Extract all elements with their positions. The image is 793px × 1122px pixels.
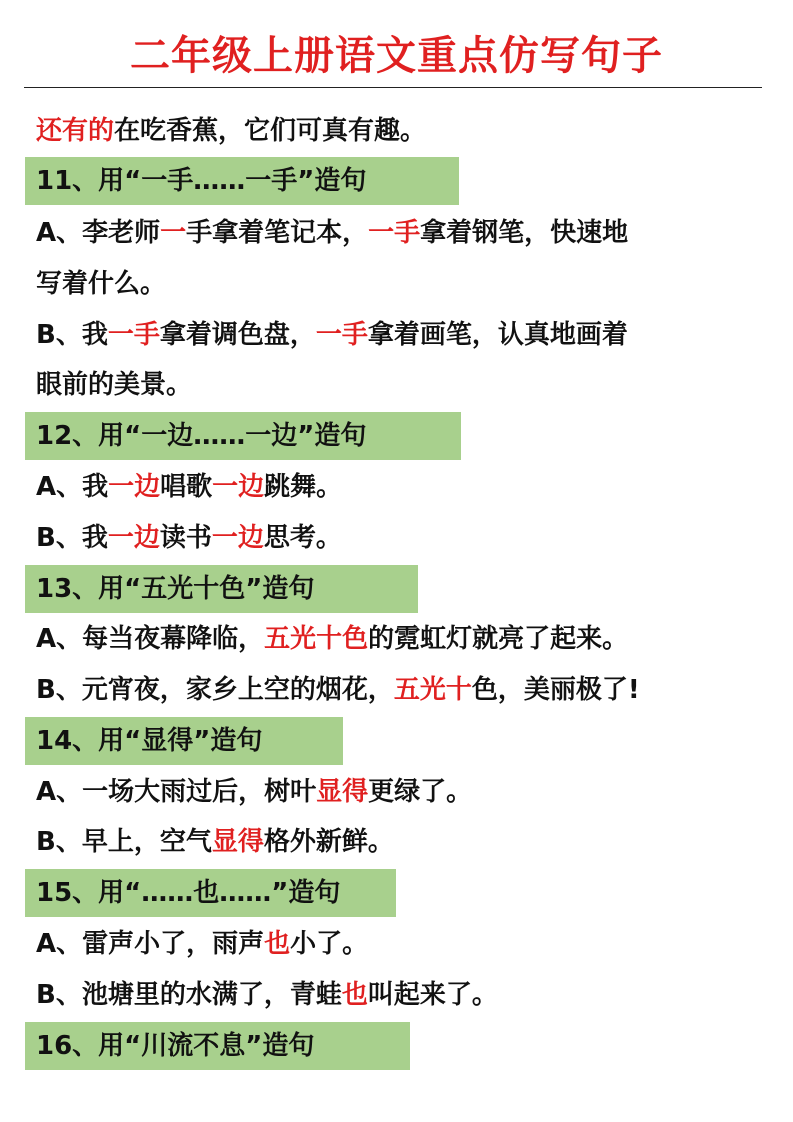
example-sentence-b: [36, 520, 342, 556]
sentence-text: B、池塘里的水满了，青蛙: [36, 980, 342, 1010]
emphasis-text: 也: [264, 929, 291, 959]
example-sentence-b: [36, 672, 640, 708]
section-heading: 16、用“川流不息”造句: [36, 1031, 315, 1061]
intro-sentence: [36, 113, 426, 149]
emphasis-text: 也: [341, 980, 368, 1010]
emphasis-text: 五光十色: [264, 624, 369, 654]
sentence-text: 拿着钢笔，快速地: [420, 218, 629, 248]
emphasis-text: 一: [160, 218, 187, 248]
example-sentence-b: [36, 317, 628, 353]
example-sentence-a: [36, 774, 472, 810]
sentence-text: 拿着画笔，认真地画着: [367, 320, 628, 350]
sentence-text: B、早上，空气: [36, 827, 212, 857]
emphasis-text: 一手: [368, 218, 421, 248]
emphasis-text: 一边: [212, 472, 265, 502]
sentence-text: 读书: [159, 523, 212, 553]
sentence-text: 唱歌: [160, 472, 213, 502]
emphasis-text: 五光十: [393, 675, 472, 705]
title-divider: [24, 87, 762, 88]
emphasis-text: 一边: [107, 523, 160, 553]
sentence-text: A、雷声小了，雨声: [36, 929, 265, 959]
sentence-text: 的霓虹灯就亮了起来。: [368, 624, 629, 654]
sentence-text: 更绿了。: [368, 777, 473, 807]
sentence-text: A、李老师: [36, 218, 161, 248]
sentence-text: 格外新鲜。: [263, 827, 394, 857]
emphasis-text: 一手: [107, 320, 160, 350]
emphasis-text: 一边: [211, 523, 264, 553]
sentence-text: B、我: [36, 320, 108, 350]
section-heading: 15、用“……也……”造句: [36, 878, 341, 908]
example-sentence-a: [36, 215, 628, 251]
sentence-text: A、我: [36, 472, 109, 502]
example-sentence-a: [36, 621, 628, 657]
emphasis-text: 还有的: [36, 116, 115, 146]
example-sentence-b: [36, 824, 394, 860]
emphasis-text: 一手: [315, 320, 368, 350]
example-sentence-a: [36, 926, 368, 962]
sentence-text: A、每当夜幕降临，: [36, 624, 265, 654]
emphasis-text: 显得: [316, 777, 369, 807]
section-heading: 14、用“显得”造句: [36, 726, 263, 756]
example-sentence-a: [36, 469, 342, 505]
sentence-text: 叫起来了。: [367, 980, 498, 1010]
sentence-text: 色，美丽极了!: [471, 675, 640, 705]
sentence-text: A、一场大雨过后，树叶: [36, 777, 317, 807]
emphasis-text: 显得: [211, 827, 264, 857]
emphasis-text: 一边: [108, 472, 161, 502]
sentence-text: 跳舞。: [264, 472, 343, 502]
section-heading: 11、用“一手……一手”造句: [36, 166, 367, 196]
sentence-text: 小了。: [290, 929, 369, 959]
example-sentence-a-continued: 写着什么。: [36, 269, 167, 299]
sentence-text: 在吃香蕉，它们可真有趣。: [114, 116, 427, 146]
sentence-text: B、我: [36, 523, 108, 553]
section-heading: 12、用“一边……一边”造句: [36, 421, 367, 451]
sentence-text: 拿着调色盘，: [159, 320, 316, 350]
example-sentence-b: [36, 977, 498, 1013]
sentence-text: 手拿着笔记本，: [186, 218, 369, 248]
section-heading: 13、用“五光十色”造句: [36, 574, 315, 604]
sentence-text: 思考。: [263, 523, 342, 553]
page-title: 二年级上册语文重点仿写句子: [130, 33, 663, 79]
sentence-text: B、元宵夜，家乡上空的烟花，: [36, 675, 394, 705]
example-sentence-b-continued: 眼前的美景。: [36, 370, 193, 400]
